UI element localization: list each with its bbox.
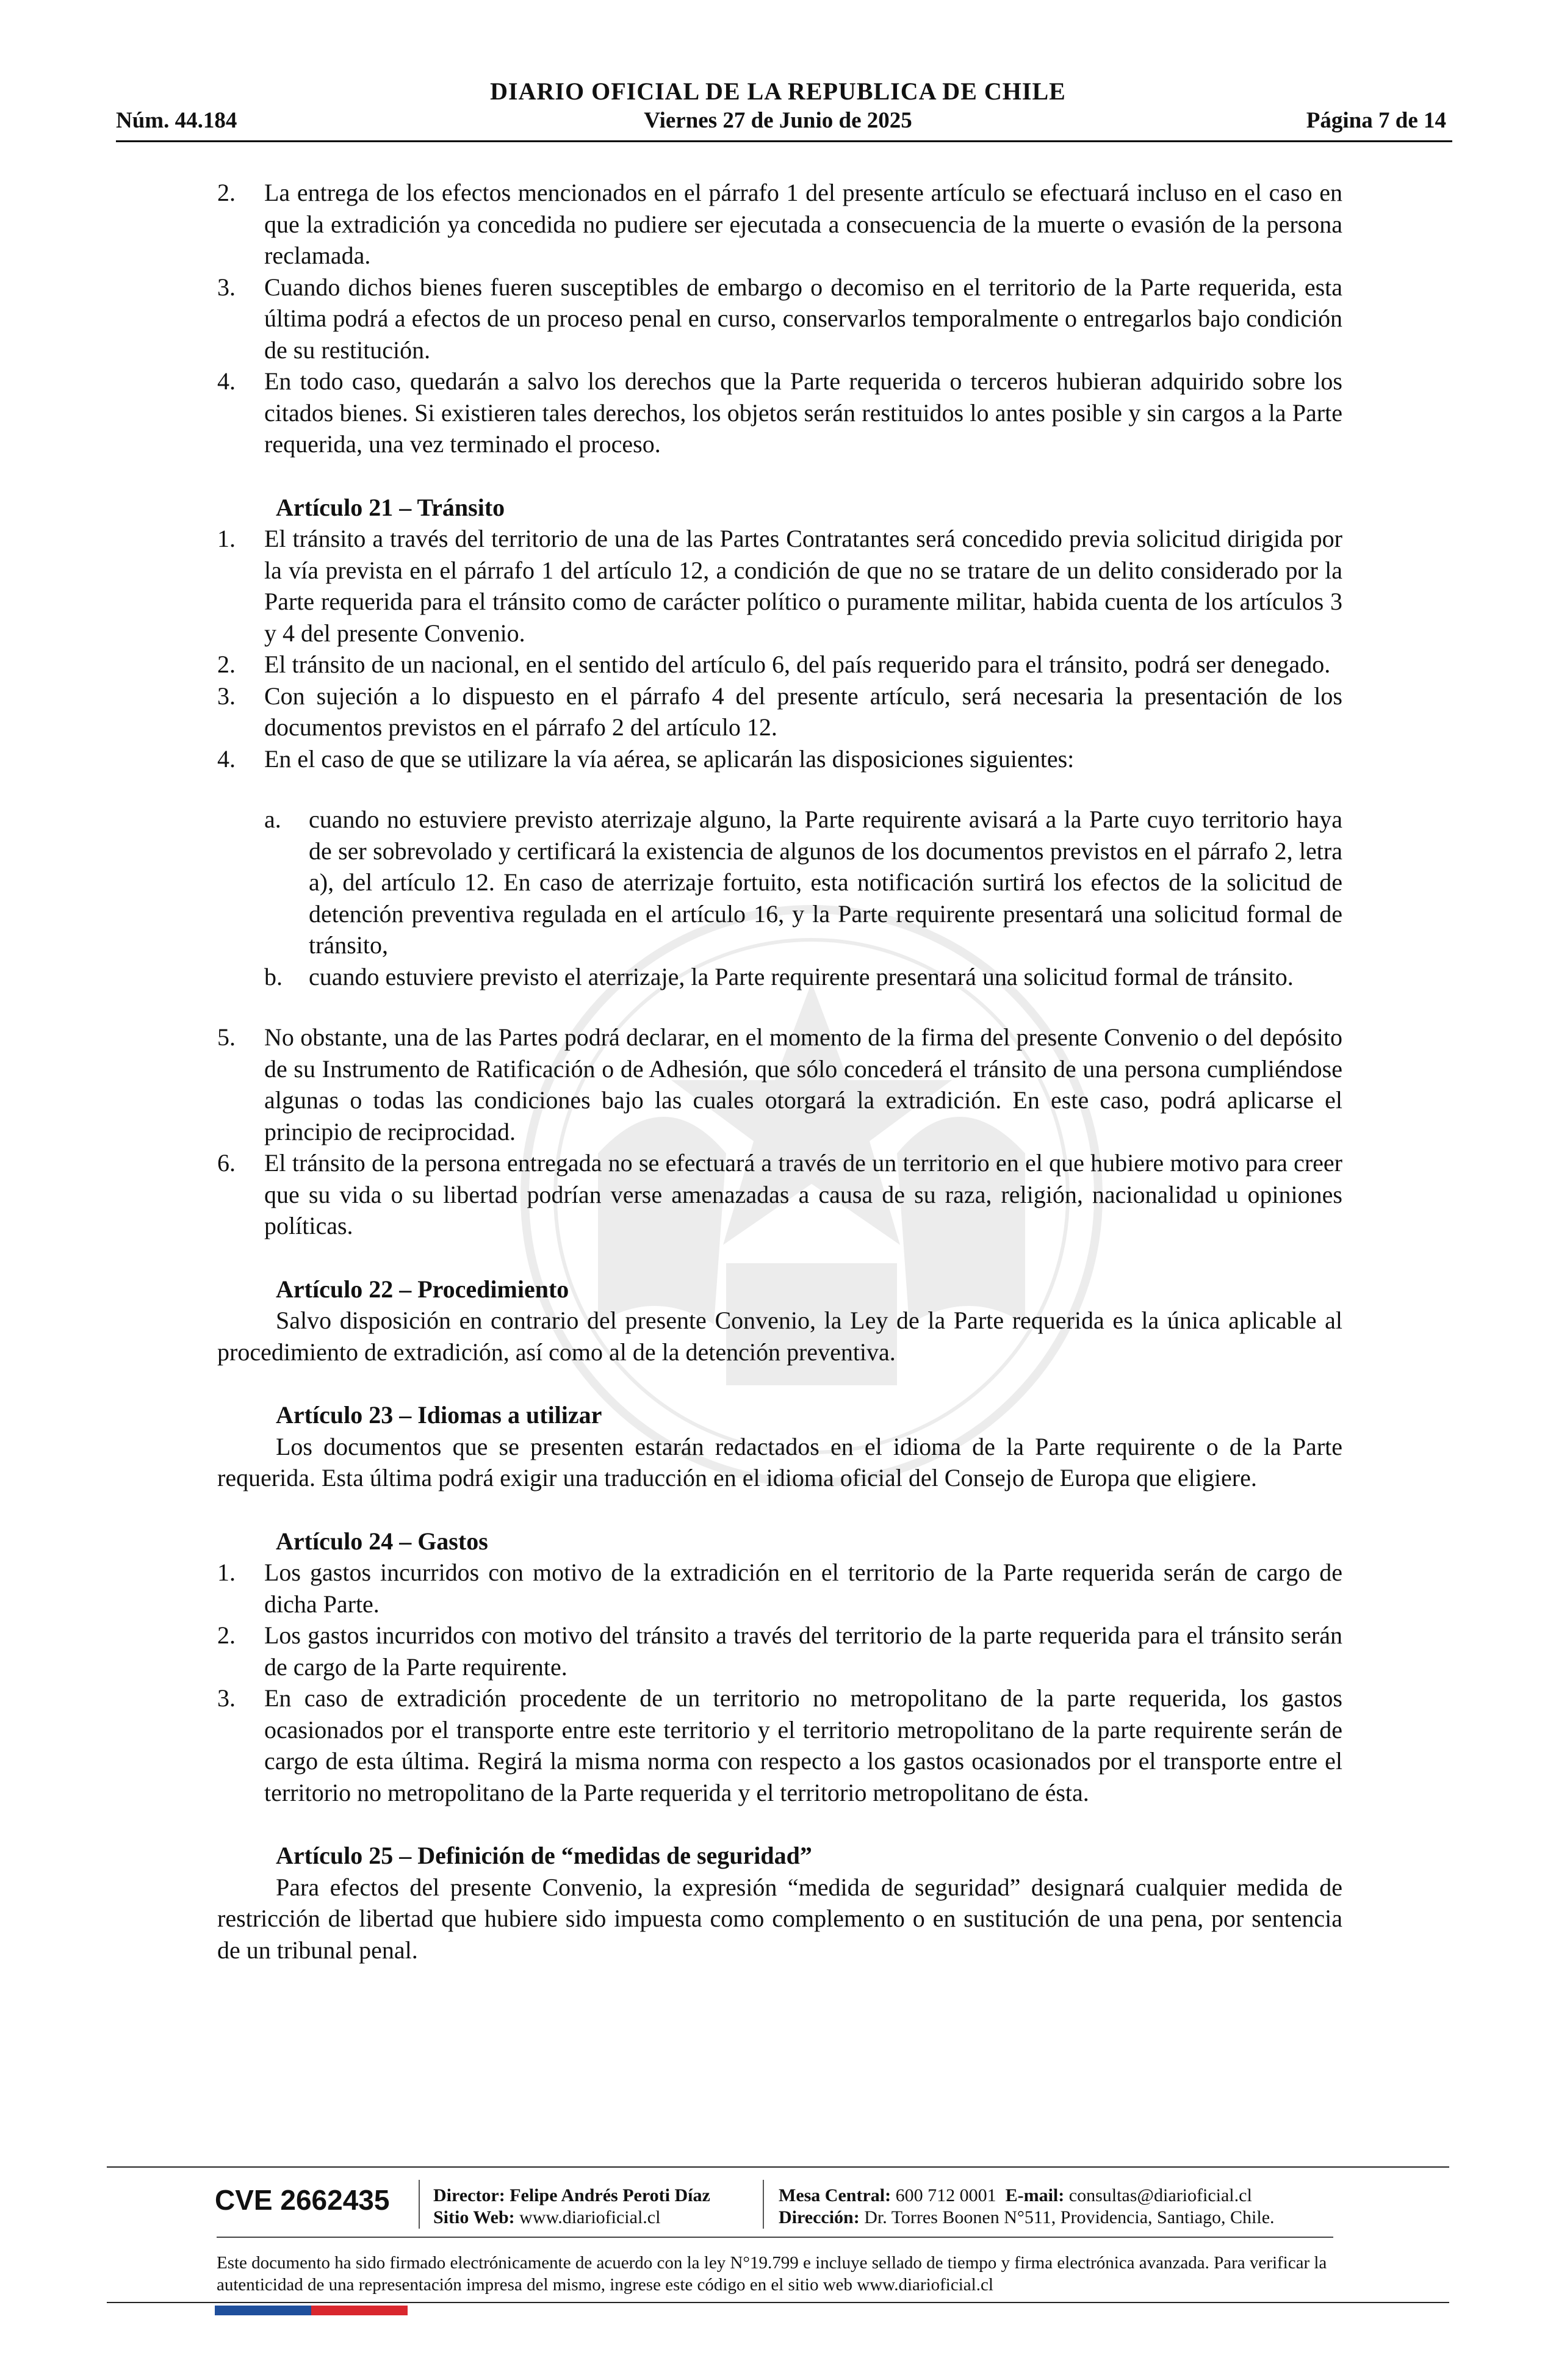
item-text: En caso de extradición procedente de un territorio no metropolitano de la parte requerida, los gastos ocasionados por el transporte entre este territorio y el territorio metropolitano de la parte requirente serán de cargo de esta última. Regirá la misma norma con respecto a los gastos ocasionados por el transporte entre el territorio no metropolitano de la Parte requerida y el territorio metropolitano de ésta.	[264, 1684, 1342, 1806]
item-text: El tránsito de la persona entregada no se efectuará a través de un territorio en el que hubiere motivo para creer que su vida o su libertad podrían verse amenazadas a causa de su raza, religión, nacionalidad u opiniones políticas.	[264, 1149, 1342, 1239]
list-item	[217, 177, 1342, 272]
item-text: Los gastos incurridos con motivo del tránsito a través del territorio de la parte requerida para el tránsito serán de cargo de la Parte requirente.	[264, 1621, 1342, 1681]
list-item	[217, 1147, 1342, 1242]
newspaper-title: DIARIO OFICIAL DE LA REPUBLICA DE CHILE	[490, 78, 1066, 105]
footer-legal-notice: Este documento ha sido firmado electrónicamente de acuerdo con la ley N°19.799 e incluye sellado de tiempo y firma electrónica avanzada. Para verificar la autenticidad de una representación impresa del mismo, ingrese este código en el sitio web www.diarioficial.cl	[217, 2253, 1327, 2295]
list-item	[217, 1022, 1342, 1147]
list-item	[217, 743, 1342, 775]
website-link[interactable]: www.diarioficial.cl	[519, 2207, 661, 2227]
sub-item-text: cuando no estuviere previsto aterrizaje alguno, la Parte requirente avisará a la Parte cuyo territorio haya de ser sobrevolado y certificará la existencia de algunos de los documentos previstos en el párrafo 2, letra a), del artículo 12. En caso de aterrizaje fortuito, esta notificación surtirá los efectos de la solicitud de detención preventiva regulada en el artículo 16, y la Parte requirente presentará una solicitud formal de tránsito,	[309, 806, 1342, 959]
item-number: 2.	[217, 179, 236, 206]
sub-item-text: cuando estuviere previsto el aterrizaje, la Parte requirente presentará una solicitud formal de tránsito.	[309, 962, 1294, 990]
item-text: Cuando dichos bienes fueren susceptibles de embargo o decomiso en el territorio de la Parte requerida, esta última podrá a efectos de un proceso penal en curso, conservarlos temporalmente o entregarlos bajo condición de su restitución.	[264, 273, 1342, 364]
item-number: 1.	[217, 1559, 236, 1586]
list-item	[217, 366, 1342, 460]
item-text: En todo caso, quedarán a salvo los derechos que la Parte requerida o terceros hubieran adquirido sobre los citados bienes. Si existieren tales derechos, los objetos serán restituidos lo antes posible y sin cargos a la Parte requerida, una vez terminado el proceso.	[264, 367, 1342, 458]
sub-list-item	[217, 961, 1342, 993]
issue-number: Núm. 44.184	[116, 108, 237, 133]
sub-item-letter: b.	[264, 962, 283, 990]
director-label: Director:	[433, 2185, 505, 2205]
list-item	[217, 1682, 1342, 1808]
email-label: E-mail:	[1005, 2185, 1065, 2205]
issue-date: Viernes 27 de Junio de 2025	[644, 108, 912, 133]
item-number: 3.	[217, 1684, 236, 1712]
sub-item-letter: a.	[264, 806, 281, 833]
list-item	[217, 272, 1342, 366]
item-text: El tránsito a través del territorio de una de las Partes Contratantes será concedido previa solicitud dirigida por la vía prevista en el párrafo 1 del artículo 12, a condición de que no se tratare de un delito considerado por la Parte requerida para el tránsito como de carácter político o puramente militar, habida cuenta de los artículos 3 y 4 del presente Convenio.	[264, 525, 1342, 647]
item-text: En el caso de que se utilizare la vía aérea, se aplicarán las disposiciones siguientes:	[264, 745, 1075, 773]
sub-list-item	[217, 804, 1342, 961]
phone-number: 600 712 0001	[895, 2185, 996, 2205]
article-21-title: Artículo 21 – Tránsito	[276, 493, 505, 521]
article-25-text: Para efectos del presente Convenio, la expresión “medida de seguridad” designará cualquier medida de restricción de libertad que hubiere sido impuesta como complemento o en sustitución de una pena, por sentencia de un tribunal penal.	[217, 1873, 1342, 1964]
phone-label: Mesa Central:	[779, 2185, 891, 2205]
footer-separator	[419, 2180, 420, 2229]
list-item	[217, 1620, 1342, 1682]
article-23-text: Los documentos que se presenten estarán redactados en el idioma de la Parte requirente o de la Parte requerida. Esta última podrá exigir una traducción en el idioma oficial del Consejo de Europa que eligiere.	[217, 1432, 1342, 1491]
director-name: Felipe Andrés Peroti Díaz	[510, 2185, 710, 2205]
article-23-title: Artículo 23 – Idiomas a utilizar	[276, 1401, 602, 1429]
footer-separator	[763, 2180, 764, 2229]
footer-divider-mid	[217, 2237, 1333, 2238]
item-number: 2.	[217, 1621, 236, 1649]
article-24-title: Artículo 24 – Gastos	[276, 1527, 488, 1555]
item-text: No obstante, una de las Partes podrá declarar, en el momento de la firma del presente Convenio o del depósito de su Instrumento de Ratificación o de Adhesión, que sólo concederá el tránsito de una persona cumpliéndose algunas o todas las condiciones bajo las cuales otorgará la extradición. En este caso, podrá aplicarse el principio de reciprocidad.	[264, 1023, 1342, 1145]
item-number: 5.	[217, 1023, 236, 1051]
footer-contact-block	[779, 2185, 1275, 2229]
flag-bar-blue	[215, 2306, 311, 2315]
flag-bar-red	[311, 2306, 408, 2315]
address-label: Dirección:	[779, 2207, 860, 2227]
item-number: 3.	[217, 273, 236, 301]
document-body	[217, 177, 1342, 1966]
footer-divider-bottom	[107, 2302, 1449, 2303]
item-number: 6.	[217, 1149, 236, 1177]
address-text: Dr. Torres Boonen N°511, Providencia, Santiago, Chile.	[864, 2207, 1275, 2227]
item-text: Con sujeción a lo dispuesto en el párrafo 4 del presente artículo, será necesaria la presentación de los documentos previstos en el párrafo 2 del artículo 12.	[264, 682, 1342, 741]
list-item	[217, 680, 1342, 743]
footer-divider-top	[107, 2166, 1449, 2168]
list-item	[217, 523, 1342, 649]
cve-code: CVE 2662435	[215, 2184, 390, 2216]
article-22-title: Artículo 22 – Procedimiento	[276, 1275, 569, 1303]
footer-director-block	[433, 2185, 710, 2229]
website-label: Sitio Web:	[433, 2207, 515, 2227]
item-number: 2.	[217, 651, 236, 678]
article-22-text: Salvo disposición en contrario del presente Convenio, la Ley de la Parte requerida es la única aplicable al procedimiento de extradición, así como al de la detención preventiva.	[217, 1307, 1342, 1366]
list-item	[217, 1557, 1342, 1620]
header-divider	[116, 140, 1452, 142]
item-number: 4.	[217, 745, 236, 773]
item-number: 3.	[217, 682, 236, 710]
list-item	[217, 649, 1342, 680]
item-text: El tránsito de un nacional, en el sentido del artículo 6, del país requerido para el tránsito, podrá ser denegado.	[264, 651, 1331, 678]
page-number: Página 7 de 14	[1306, 108, 1446, 133]
item-text: Los gastos incurridos con motivo de la extradición en el territorio de la Parte requerida serán de cargo de dicha Parte.	[264, 1559, 1342, 1618]
item-number: 1.	[217, 525, 236, 552]
item-text: La entrega de los efectos mencionados en el párrafo 1 del presente artículo se efectuará incluso en el caso en que la extradición ya concedida no pudiere ser ejecutada a consecuencia de la muerte o evasión de la persona reclamada.	[264, 179, 1342, 269]
item-number: 4.	[217, 367, 236, 395]
email-link[interactable]: consultas@diarioficial.cl	[1068, 2185, 1252, 2205]
article-25-title: Artículo 25 – Definición de “medidas de seguridad”	[276, 1842, 812, 1869]
